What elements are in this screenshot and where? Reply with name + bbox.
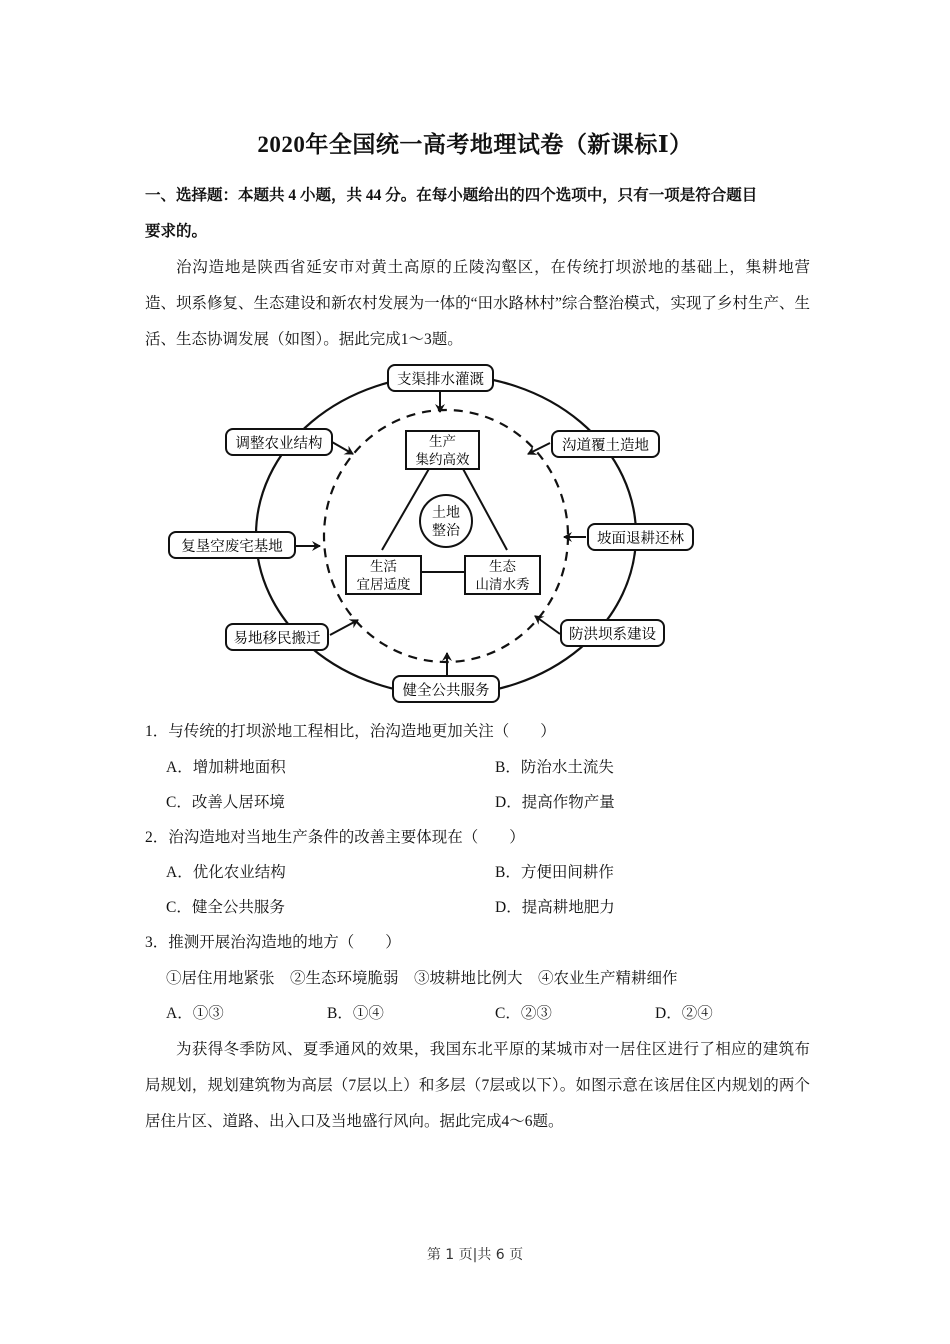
outer-label-bottom	[393, 676, 499, 702]
q1-option-c[interactable]: C．改善人居环境	[166, 794, 285, 811]
svg-text:防洪坝系建设: 防洪坝系建设	[569, 627, 656, 643]
q3-statements: ①居住用地紧张 ②生态环境脆弱 ③坡耕地比例大 ④农业生产精耕细作	[166, 970, 678, 987]
production-label-line1: 生产	[429, 434, 456, 450]
land-consolidation-diagram	[160, 360, 700, 705]
section-heading-line1: 一、选择题：本题共 4 小题，共 44 分。在每小题给出的四个选项中，只有一项是符合题目	[145, 187, 758, 204]
living-label-line2: 宜居适度	[356, 577, 411, 593]
svg-text:调整农业结构: 调整农业结构	[235, 436, 323, 452]
svg-text:支渠排水灌溉: 支渠排水灌溉	[397, 372, 484, 388]
outer-label-lower-right	[561, 620, 664, 646]
q2-option-a[interactable]: A．优化农业结构	[166, 864, 286, 881]
production-label-line2: 集约高效	[415, 452, 470, 468]
svg-text:易地移民搬迁: 易地移民搬迁	[233, 631, 321, 647]
q2-option-b[interactable]: B．方便田间耕作	[495, 864, 614, 881]
q3-option-d[interactable]: D．②④	[655, 1005, 713, 1022]
q1-option-d[interactable]: D．提高作物产量	[495, 794, 615, 811]
svg-text:沟道覆土造地: 沟道覆土造地	[562, 438, 649, 454]
svg-text:复垦空废宅基地: 复垦空废宅基地	[181, 539, 283, 555]
outer-label-upper-left	[226, 429, 332, 455]
ecology-label-line2: 山清水秀	[475, 577, 530, 593]
q1-option-b[interactable]: B．防治水土流失	[495, 759, 614, 776]
q2-option-d[interactable]: D．提高耕地肥力	[495, 899, 615, 916]
outer-label-mid-left	[169, 532, 295, 558]
question-2-stem: 2．治沟造地对当地生产条件的改善主要体现在（ ）	[145, 829, 525, 846]
outer-label-mid-right	[588, 524, 693, 550]
question-3-stem: 3．推测开展治沟造地的地方（ ）	[145, 934, 401, 951]
q3-option-c[interactable]: C．②③	[495, 1005, 552, 1022]
question-1-stem: 1．与传统的打坝淤地工程相比，治沟造地更加关注（ ）	[145, 723, 556, 740]
page-title: 2020年全国统一高考地理试卷（新课标Ⅰ）	[257, 132, 693, 157]
q3-option-b[interactable]: B．①④	[327, 1005, 384, 1022]
q3-option-a[interactable]: A．①③	[166, 1005, 224, 1022]
ecology-label-line1: 生态	[489, 559, 516, 575]
outer-label-upper-right	[552, 431, 659, 457]
intro-paragraph-1: 治沟造地是陕西省延安市对黄土高原的丘陵沟壑区，在传统打坝淤地的基础上，集耕地营造、坝系修复、生态建设和新农村发展为一体的“田水路林村”综合整治模式，实现了乡村生产、生活、生态协调发展（如图）。据此完成1～3题。	[145, 259, 810, 348]
living-label-line1: 生活	[370, 559, 397, 575]
intro-paragraph-2: 为获得冬季防风、夏季通风的效果，我国东北平原的某城市对一居住区进行了相应的建筑布局规划，规划建筑物为高层（7层以上）和多层（7层或以下）。如图示意在该居住区内规划的两个居住片区、道路、出入口及当地盛行风向。据此完成4～6题。	[145, 1041, 810, 1130]
center-label-line2: 整治	[432, 523, 460, 539]
q1-option-a[interactable]: A．增加耕地面积	[166, 759, 286, 776]
section-heading-line2: 要求的。	[145, 223, 208, 240]
page-footer: 第 1 页|共 6 页	[426, 1247, 524, 1263]
outer-label-top	[388, 365, 493, 391]
svg-text:健全公共服务: 健全公共服务	[402, 683, 490, 699]
center-label-line1: 土地	[432, 505, 460, 521]
q2-option-c[interactable]: C．健全公共服务	[166, 899, 285, 916]
svg-text:坡面退耕还林: 坡面退耕还林	[597, 531, 684, 547]
outer-label-lower-left	[226, 624, 328, 650]
